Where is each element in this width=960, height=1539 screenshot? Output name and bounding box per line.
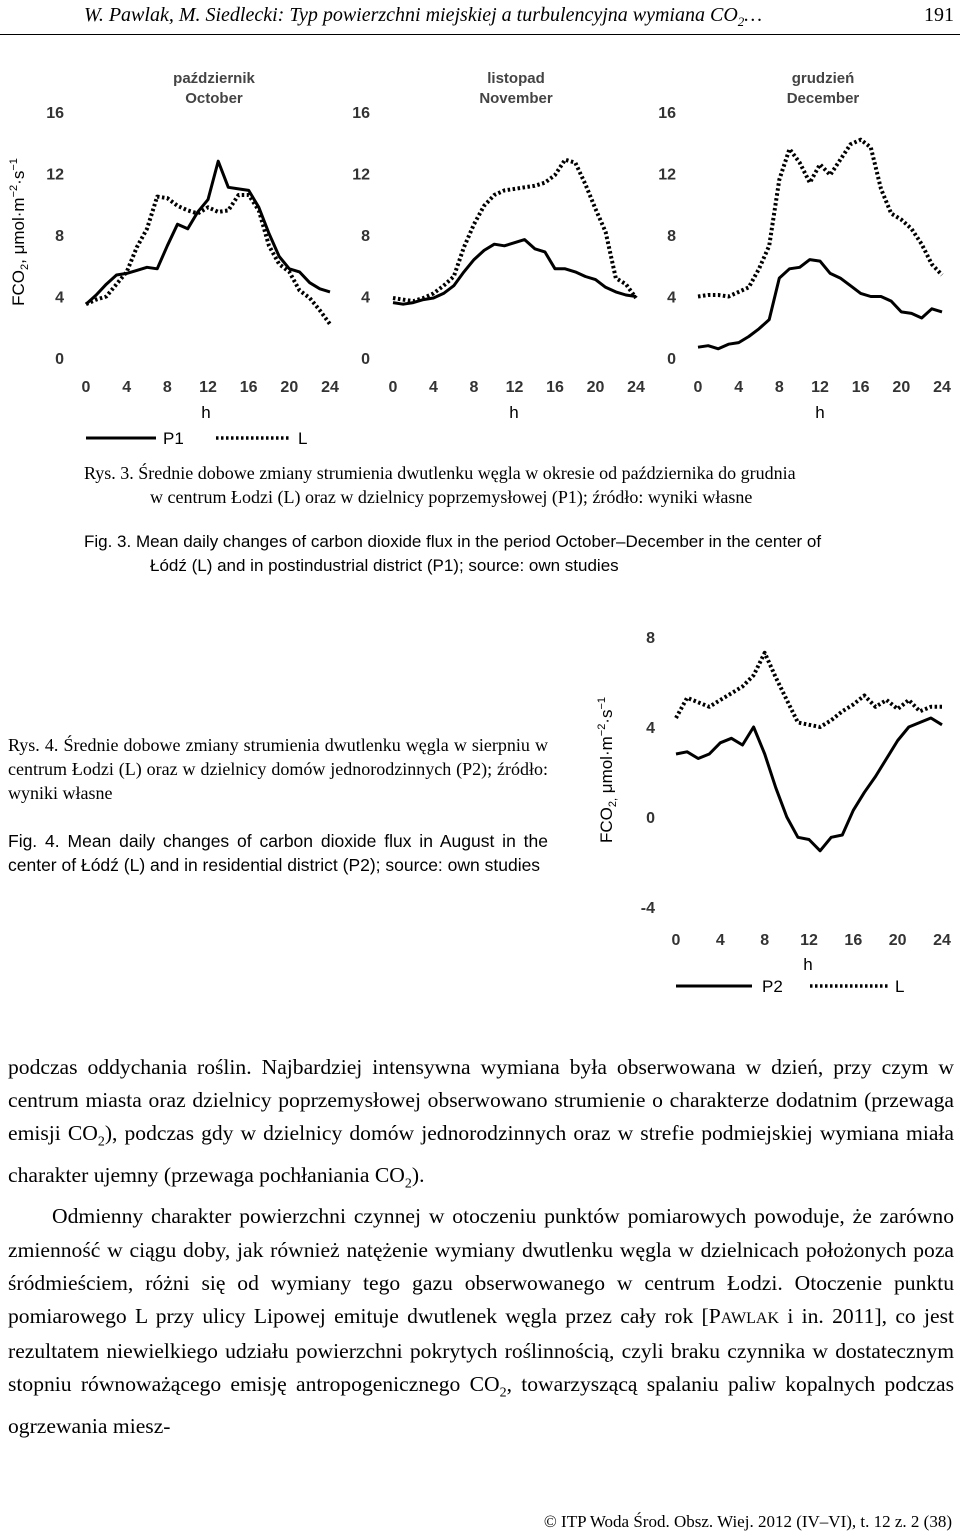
x-tick-label: 16 [546, 379, 564, 396]
series-line-l [698, 140, 942, 297]
x-tick-label: 16 [851, 379, 870, 396]
series-line-l [676, 653, 942, 727]
y-tick-label: 8 [667, 228, 676, 245]
panel-lines [676, 653, 942, 851]
x-tick-label: 0 [671, 932, 681, 949]
x-tick-label: 4 [734, 379, 744, 396]
y-tick-label: 0 [667, 351, 676, 368]
panel-xticks [694, 379, 951, 396]
x-tick-label: 8 [469, 379, 479, 396]
y-tick-label: 12 [352, 166, 370, 184]
y-tick-label: 16 [352, 105, 370, 122]
y-tick-label: 12 [658, 166, 676, 184]
y-tick-label: -4 [640, 900, 655, 917]
series-line-l [393, 160, 636, 301]
y-tick-label: 0 [361, 351, 370, 368]
panel-title-en: October [185, 90, 243, 107]
body-paragraph: podczas oddychania roślin. Najbardziej intensywna wymiana była obserwowana w dzień, przy czym w centrum miasta oraz dzielnicy poprzemysłowej obserwowano strumienie o charakterze dodatnim (przewaga emisji $CO_2$), podczas gdy w dzielnicy domów jednorodzinnych oraz w strefie podmiejskiej wymiana miała charakter ujemny (przewaga pochłaniania $CO_2$). [8, 1055, 954, 1192]
y-tick-label: 0 [55, 351, 64, 368]
footer-copyright: © ITP Woda Środ. Obsz. Wiej. 2012 (IV–VI), t. 12 z. 2 (38) [543, 1512, 952, 1531]
x-tick-label: 20 [280, 379, 299, 396]
x-axis-label: h [509, 403, 519, 422]
figure-3-y-axis-label: $FCO_2$, $\mu mol\cdot m^{-2}\cdot s^{-1}$ [8, 158, 31, 306]
legend-solid-label: P2 [762, 977, 783, 996]
panel-xticks [389, 379, 645, 396]
legend-solid-label: P1 [163, 429, 184, 448]
page-number: 191 [924, 4, 954, 26]
figure-3-panel-october [46, 70, 339, 422]
x-tick-label: 4 [122, 379, 132, 396]
x-tick-label: 24 [933, 379, 951, 396]
x-tick-label: 12 [800, 932, 818, 949]
y-tick-label: 16 [658, 105, 676, 122]
figure-3-caption-pl: Rys. 3. Średnie dobowe zmiany strumienia dwutlenku węgla w okresie od października do grudnia w centrum Łodzi (L) oraz w dzielnicy poprzemysłowej (P1); źródło: wyniki własne [84, 463, 796, 507]
y-tick-label: 4 [55, 289, 64, 307]
panel-yticks [46, 105, 64, 368]
figure-3-panel-november [352, 70, 645, 422]
y-tick-label: 16 [46, 105, 64, 122]
x-tick-label: 12 [505, 379, 524, 396]
x-tick-label: 20 [586, 379, 605, 396]
x-tick-label: 8 [162, 379, 172, 396]
panel-title-pl: listopad [487, 70, 545, 87]
panel-lines [393, 160, 636, 305]
body-text [8, 1051, 954, 1443]
x-axis-label: h [815, 403, 825, 422]
series-line-l [86, 195, 330, 324]
y-tick-label: 4 [667, 289, 676, 307]
y-tick-label: 8 [55, 228, 64, 245]
panel-yticks [641, 630, 655, 917]
figure-4-caption-en: Fig. 4. Mean daily changes of carbon dioxide flux in August in the center of Łódź (L) and in residential district (P2); source: own studies [8, 831, 548, 875]
panel-title-pl: grudzień [791, 70, 855, 87]
panel-lines [86, 161, 330, 324]
figure-4-y-axis-label: $FCO_{2,}$ $\mu mol\cdot m^{-2}\cdot s^{-1}$ [596, 696, 619, 844]
panel-xticks [82, 379, 339, 396]
panel-yticks [658, 105, 676, 368]
figure-4-panel [641, 630, 951, 974]
x-tick-label: 12 [811, 379, 829, 396]
y-tick-label: 8 [361, 228, 370, 245]
figure-3-panel-december [658, 70, 951, 422]
y-tick-label: 4 [361, 289, 370, 307]
y-tick-label: 4 [646, 720, 655, 737]
x-tick-label: 24 [933, 932, 951, 949]
panel-yticks [352, 105, 370, 368]
x-tick-label: 0 [81, 379, 91, 396]
figure-3-chart [0, 40, 960, 455]
series-line-p1 [698, 260, 942, 349]
figure-4-chart [560, 615, 960, 1005]
header-rule [0, 34, 960, 35]
x-tick-label: 20 [892, 379, 911, 396]
panel-title-pl: październik [173, 70, 255, 87]
series-line-p1 [393, 240, 636, 305]
figure-4-legend [676, 977, 904, 996]
y-tick-label: 12 [46, 166, 64, 184]
legend-dotted-label: L [298, 429, 308, 448]
x-tick-label: 8 [774, 379, 784, 396]
panel-title-en: November [479, 90, 553, 107]
y-tick-label: 0 [646, 810, 655, 827]
panel-xticks [672, 932, 951, 949]
body-paragraph: Odmienny charakter powierzchni czynnej w otoczeniu punktów pomiarowych powoduje, że zarówno zmienność w ciągu doby, jak również natężenie wymiany dwutlenku węgla w dzielnicach położonych poza śródmieściem, różni się od wymiany tego gazu obserwowanego w centrum Łodzi. Otoczenie punktu pomiarowego L przy ulicy Lipowej emituje dwutlenek węgla przez cały rok [PAWLAK i in. 2011], co jest rezultatem niewielkiego udziału powierzchni pokrytych roślinnością, czyli braku czynnika w dostatecznym stopniu równoważącego emisję antropogenicznego $CO_2$, towarzyszącą spalaniu paliw kopalnych podczas ogrzewania miesz- [8, 1204, 955, 1438]
y-tick-label: 8 [646, 630, 655, 647]
x-tick-label: 4 [429, 379, 438, 396]
running-title: W. Pawlak, M. Siedlecki: Typ powierzchni miejskiej a turbulencyjna wymiana $CO_2\dots$ [84, 4, 763, 29]
figure-3-legend [86, 429, 307, 448]
x-tick-label: 0 [388, 379, 398, 396]
panel-title-en: December [786, 90, 860, 107]
x-tick-label: 8 [760, 932, 770, 949]
x-tick-label: 20 [888, 932, 907, 949]
x-tick-label: 12 [199, 379, 217, 396]
figure-4-caption-pl: Rys. 4. Średnie dobowe zmiany strumienia dwutlenku węgla w sierpniu w centrum Łodzi (L) oraz w dzielnicy domów jednorodzinnych (P2); źródło: wyniki własne [8, 735, 548, 803]
x-axis-label: h [201, 403, 211, 422]
x-axis-label: h [803, 955, 813, 974]
x-tick-label: 16 [239, 379, 258, 396]
series-line-p2 [676, 718, 942, 851]
x-tick-label: 24 [627, 379, 645, 396]
figure-3-caption-en: Fig. 3. Mean daily changes of carbon dioxide flux in the period October–December in the center of Łódź (L) and in postindustrial district (P1); source: own studies [84, 532, 822, 575]
x-tick-label: 0 [693, 379, 703, 396]
x-tick-label: 16 [844, 932, 863, 949]
x-tick-label: 4 [715, 932, 725, 949]
x-tick-label: 24 [321, 379, 339, 396]
legend-dotted-label: L [895, 977, 905, 996]
panel-lines [698, 140, 942, 349]
running-header [84, 4, 954, 34]
